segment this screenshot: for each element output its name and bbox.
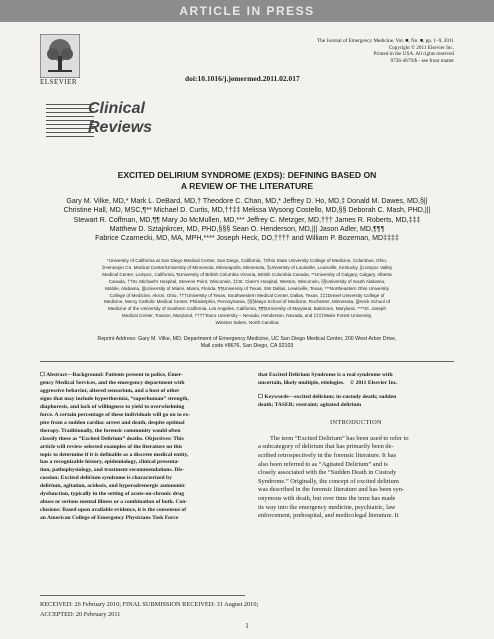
elsevier-tree-icon [40, 34, 80, 78]
intro-line: also been referred to as “Agitated Delirium” and is [258, 460, 388, 468]
author-line: Gary M. Vilke, MD,* Mark L. DeBard, MD,† Theodore C. Chan, MD,* Jeffrey D. Ho, MD,‡ Donald M. Dawes, MD,§|| [66, 197, 428, 205]
abstract-line: an American College of Emergency Physicians Task Force [40, 515, 179, 522]
affiliations [54, 258, 440, 327]
affiliation-line: College of Medicine, Akron, Ohio, †††University of Texas, Southwestern Medical Center, Dallas, Texas, ‡‡‡Drexel University College of [109, 292, 385, 298]
abstract-line: aggressive behavior, altered sensorium, and a host of other [40, 387, 180, 394]
affiliation-line: *University of California at San Diego Medical Center, San Diego, California, †Ohio State University College of Medicine, Columbus, Ohio, [106, 258, 388, 263]
abstract-line: classify these as “Excited Delirium” deaths. Objectives: This [40, 435, 184, 442]
abstract-line: diaphoresis, and lack of willingness to yield to overwhelming [40, 403, 185, 410]
abstract-line: therapy. Traditionally, the forensic community would often [40, 427, 181, 434]
copyright-line: Copyright © 2011 Elsevier Inc. [388, 44, 454, 51]
abstract-line: signs that may include hyperthermia, “superhuman” strength, [40, 395, 189, 402]
affiliation-line: Medicine, Mercy Catholic Medical Center, Philadelphia, Pennsylvania, §§§Mayo School of Medicine, Rochester, Minnesota, |||Keck School of [104, 299, 390, 305]
affiliation-line: Medical Center, Lompoc, California, ¶University of British Columbia Victoria, British Columbia Canada, **University of Calgary, Calgary, Alberta [102, 271, 392, 277]
abstract-line: delirium, agitation, acidosis, and hyperadrenergic autonomic [40, 483, 186, 490]
introduction-text [258, 435, 454, 521]
abstract-line: cussion: Excited delirium syndrome is characterized by [40, 475, 172, 482]
article-title [60, 170, 434, 192]
intro-line: its way into the emergency medicine, psychiatric, law [258, 503, 396, 511]
affiliation-line: Medicine of the University of Southern California, Los Angeles, California, ¶¶¶University of Maryland, Baltimore, Maryland, ****St. Joseph [107, 306, 387, 312]
abstract-line: tion, pathophysiology, and treatment recommendations. Dis- [40, 467, 184, 474]
intro-line: onymous with death, but over time the term has made [258, 494, 396, 502]
abstract-line: topic to determine if it is definable as a discrete medical entity, [40, 451, 189, 458]
section-rule-lines [46, 104, 94, 140]
right-column [258, 372, 454, 521]
abstract-line: force. A certain percentage of these individuals will go on to ex- [40, 411, 191, 418]
abstract-line: clusions: Based upon available evidence, it is the consensus of [40, 507, 187, 514]
section-label-clinical: Clinical [88, 100, 145, 117]
abstract-line: dysfunction, typically in the setting of acute-on-chronic drug [40, 491, 185, 498]
intro-line: closely associated with the “Sudden Death in Custody [258, 469, 397, 477]
received-dates: RECEIVED: 26 February 2010; FINAL SUBMISSION RECEIVED: 31 August 2010; [40, 601, 259, 608]
author-list [50, 197, 444, 243]
abstract-continued-line [258, 380, 454, 388]
abstract [40, 372, 245, 523]
abstract-conclusion-text: uncertain, likely multiple, etiologies. [258, 379, 345, 386]
journal-info [274, 38, 454, 64]
section-label-reviews: Reviews [88, 119, 153, 136]
abstract-line: pire from a sudden cardiac arrest and death, despite optimal [40, 419, 185, 426]
affiliation-line: Medical Center, Towson, Maryland, ††††Touro University – Nevada, Henderson, Nevada, and ‡‡‡‡Wake Forest University, [121, 313, 373, 319]
reprint-line: Reprint Address: Gary M. Vilke, MD, Department of Emergency Medicine, UC San Diego Medical Center, 200 West Arbor Drive, [97, 336, 397, 342]
author-line: Matthew D. Sztajnkrcer, MD, PHD,§§§ Sean O. Henderson, MD,||| Jason Adler, MD,¶¶¶ [109, 224, 385, 233]
abstract-line: has a recognizable history, epidemiology, clinical presenta- [40, 459, 180, 466]
keywords-line: death; TASER; restraint; agitated delirium [258, 401, 362, 408]
reprint-line: Mail code #8676, San Diego, CA 92103 [200, 343, 294, 349]
affiliation-line: ‡Hennepin Co. Medical Center/University of Minnesota, Minneapolis, Minnesota, §University of Louisville, Louisville, Kentucky, ||Lompoc Valley [101, 264, 393, 270]
affiliation-line: Mobile, Alabama, |||University of Miami, Miami, Florida, ¶¶University of Texas, SW Dallas, Lewisville, Texas, ***Northeastern Ohio University [105, 285, 389, 291]
reprint-address [80, 336, 414, 350]
title-line: EXCITED DELIRIUM SYNDROME (EXDS): DEFINING BASED ON [117, 170, 377, 180]
accepted-date: ACCEPTED: 20 February 2011 [40, 610, 121, 618]
intro-line: scribed retrospectively in the forensic literature. It has [258, 451, 397, 459]
abstract-line: abuse or serious mental illness or a combination of both. Con- [40, 499, 188, 506]
article-dates [40, 600, 258, 619]
abstract-line: ☐ Abstract—Background: Patients present to police, Emer- [40, 372, 183, 378]
publisher-name: ELSEVIER [40, 78, 78, 86]
issn-line: 0736-4679/$ - see front matter [390, 57, 454, 64]
journal-citation: The Journal of Emergency Medicine, Vol. ■, No. ■, pp. 1–9, 2011 [317, 38, 454, 44]
article-in-press-banner: ARTICLE IN PRESS [0, 0, 494, 22]
author-line: Fabrice Czarnecki, MD, MA, MPH,**** Joseph Heck, DO,†††† and William P. Bozeman, MD‡‡‡‡ [95, 234, 399, 243]
footer-divider [40, 595, 245, 596]
intro-line: enforcement, prehospital, and medicolegal literature. It [258, 512, 399, 520]
intro-line: Syndrome.” Originally, the concept of excited delirium [258, 477, 399, 485]
header-divider [40, 361, 454, 362]
abstract-line: article will review selected examples of the literature on this [40, 443, 183, 450]
intro-line: was described in the forensic literature and has been syn- [258, 486, 405, 494]
abstract-copyright: © 2011 Elsevier Inc. [350, 379, 398, 386]
doi-link[interactable]: doi:10.1016/j.jemermed.2011.02.017 [185, 74, 300, 83]
introduction-heading: INTRODUCTION [330, 418, 382, 426]
keywords-line: ☐ Keywords—excited delirium; in-custody death; sudden [258, 393, 397, 400]
abstract-line: gency Medical Services, and the emergency department with [40, 379, 185, 386]
affiliation-line: Winston Salem, North Carolina [215, 320, 279, 326]
author-line: Christine Hall, MD, MSC,¶** Michael D. Curtis, MD,††‡‡ Melissa Wysong Costello, MD,§§ Deborah C. Mash, PHD,||| [63, 206, 431, 215]
keywords [258, 394, 454, 410]
affiliation-line: Canada, ††St. Michael's Hospital, Stevens Point, Wisconsin, ‡‡St. Clare's Hospital, Weston, Wisconsin, §§University of South Alabama, [108, 278, 386, 284]
abstract-continued-line: that Excited Delirium Syndrome is a real syndrome with [258, 372, 393, 378]
page-number: 1 [245, 622, 249, 630]
printed-line: Printed in the USA. All rights reserved [373, 51, 454, 58]
intro-line: The term “Excited Delirium” has been used to refer to [270, 434, 409, 442]
intro-line: a subcategory of delirium that has primarily been de- [258, 443, 394, 451]
title-line: A REVIEW OF THE LITERATURE [180, 181, 314, 191]
author-line: Stewart R. Coffman, MD,¶¶ Mary Jo McMullen, MD,*** Jeffrey C. Metzger, MD,††† James R. Roberts, MD,‡‡‡ [73, 215, 421, 224]
